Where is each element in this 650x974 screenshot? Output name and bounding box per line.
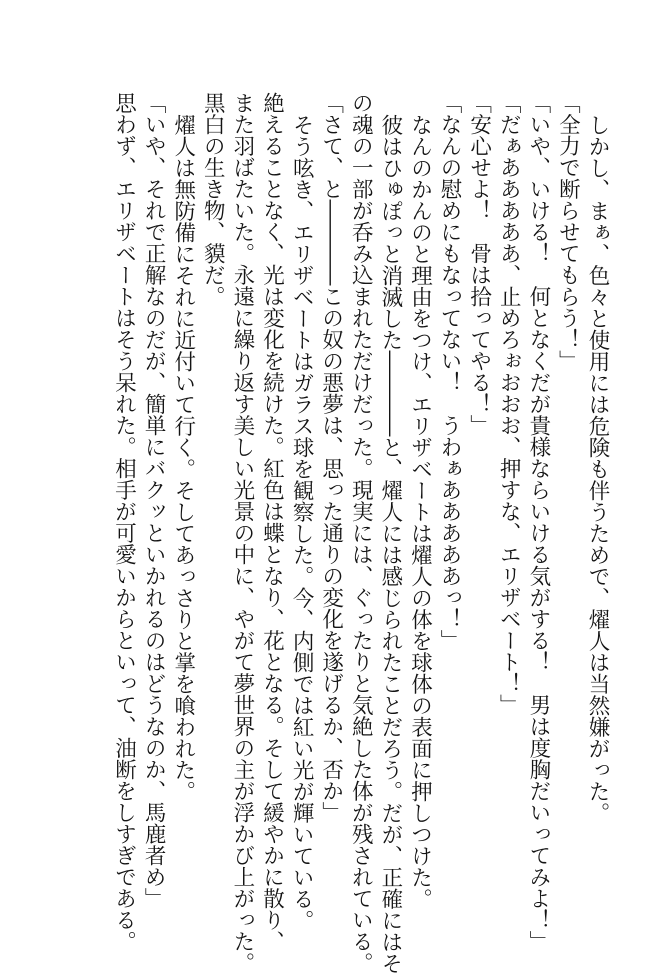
text-line: また羽ばたいた。永遠に繰り返す美しい光景の中に、やがて夢世界の主が浮かび上がった。 bbox=[229, 92, 255, 974]
text-line: そう呟き、エリザベートはガラス球を観察した。今、内側では紅い光が輝いている。 bbox=[289, 113, 315, 931]
text-line: 黒白の生き物、貘だ。 bbox=[200, 92, 226, 307]
text-line: なんのかんのと理由をつけ、エリザベートは燿人の体を球体の表面に押しつけた。 bbox=[407, 113, 433, 909]
text-line: 「なんの慰めにもなってない！ うわぁあああああっ！」 bbox=[437, 92, 463, 651]
text-line: 絶えることなく、光は変化を続けた。紅色は蝶となり、花となる。そして緩やかに散り、 bbox=[259, 92, 285, 952]
text-line: 「さて、と――――この奴の悪夢は、思った通りの変化を遂げるか、否か」 bbox=[318, 92, 344, 823]
text-line: しかし、まぁ、色々と使用には危険も伴うためで、燿人は当然嫌がった。 bbox=[585, 113, 610, 823]
text-line: 「いや、それで正解なのだが、簡単にバクッといかれるのはどうなのか、馬鹿者め」 bbox=[141, 92, 167, 909]
text-line: 思わず、エリザベートはそう呆れた。相手が可愛いからといって、油断をしすぎである。 bbox=[111, 92, 137, 952]
text-line: 「いや、いける！ 何となくだが貴様ならいける気がする！ 男は度胸だいってみよ！」 bbox=[525, 92, 551, 952]
text-line: 燿人は無防備にそれに近付いて行く。そしてあっさりと掌を喰われた。 bbox=[170, 113, 196, 802]
text-line: の魂の一部が呑み込まれただけだった。現実には、ぐったりと気絶した体が残されている。 bbox=[348, 92, 374, 974]
text-line: 「全力で断らせてもらう！」 bbox=[555, 92, 581, 372]
text-line: 彼はひゅぽっと消滅した――――と、燿人には感じられたことだろう。だが、正確にはそ bbox=[377, 113, 403, 974]
text-line: 「安心せよ！ 骨は拾ってやる！」 bbox=[466, 92, 492, 436]
text-line: 「だぁあああああ、止めろぉおおお、押すな、エリザベート！」 bbox=[496, 92, 522, 716]
vertical-text-block bbox=[109, 92, 612, 974]
